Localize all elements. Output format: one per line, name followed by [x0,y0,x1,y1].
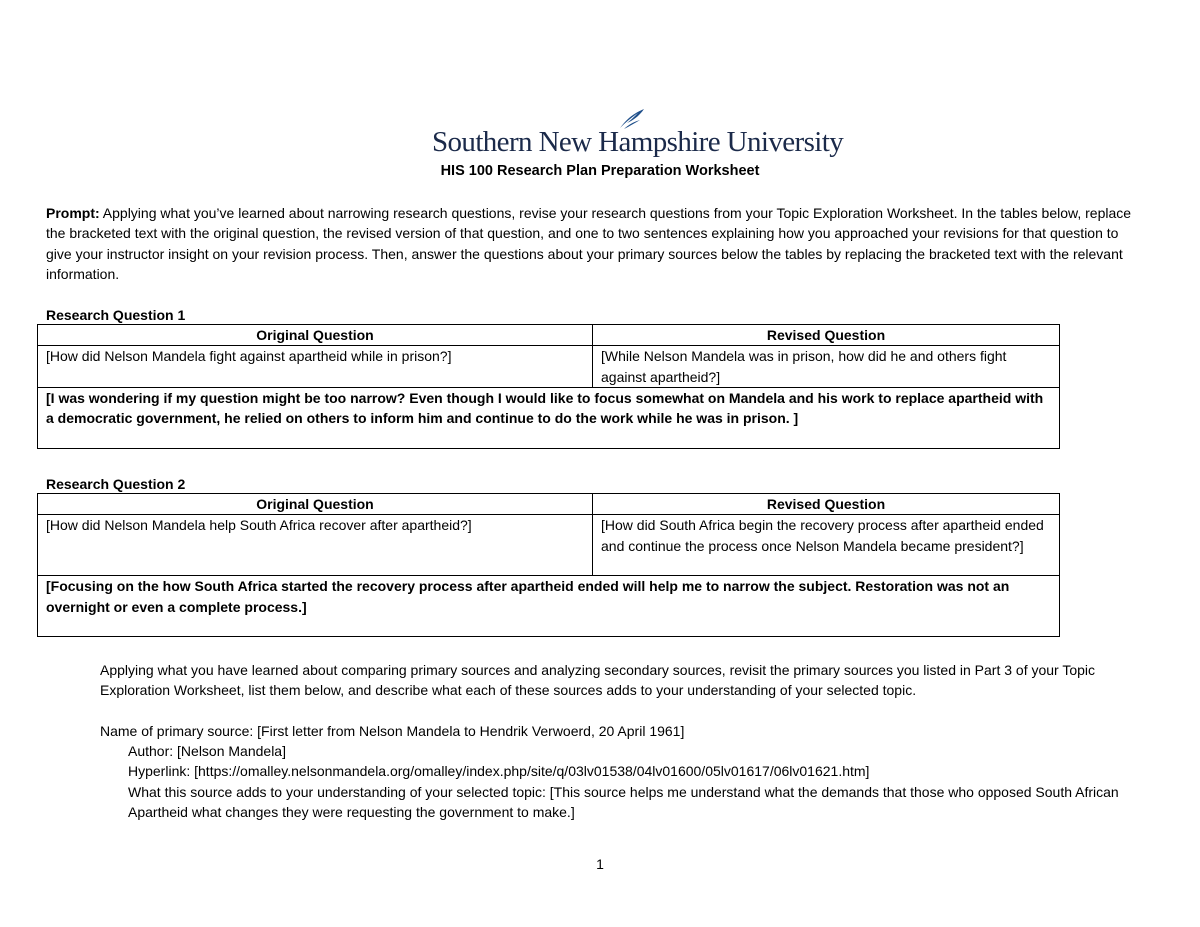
source-author[interactable]: Author: [Nelson Mandela] [128,743,286,760]
primary-sources-section [100,660,1160,822]
rq2-notes-cell[interactable]: [Focusing on the how South Africa started the recovery process after apartheid ended will help me to narrow the subject. Restoration was not an overnight or even a complete process.] [38,576,1060,637]
rq2-label: Research Question 2 [46,476,186,492]
rq2-col-original: Original Question [38,494,593,515]
rq2-col-revised: Revised Question [593,494,1060,515]
prompt-text: Applying what you’ve learned about narrowing research questions, revise your research questions from your Topic Exploration Worksheet. In the tables below, replace the bracketed text with the original question, the revised version of that question, and one to two sentences explaining how you approached your revisions for that question to give your instructor insight on your revision process. Then, answer the questions about your primary sources below the tables by replacing the bracketed text with the relevant information. [46,205,1132,282]
rq1-table [37,324,1060,449]
worksheet-title: HIS 100 Research Plan Preparation Worksheet [440,163,760,179]
prompt-label: Prompt: [46,205,100,221]
rq1-label: Research Question 1 [46,307,186,323]
university-name: Southern New Hampshire University [432,126,844,158]
rq2-table [37,493,1060,637]
rq1-original-cell[interactable]: [How did Nelson Mandela fight against apartheid while in prison?] [38,346,593,388]
rq2-original-cell[interactable]: [How did Nelson Mandela help South Africa recover after apartheid?] [38,515,593,576]
source-adds[interactable]: What this source adds to your understanding of your selected topic: [This source helps me understand what the demands that those who opposed South African Apartheid what changes they were requesting the government to make.] [128,783,1119,821]
rq1-revised-cell[interactable]: [While Nelson Mandela was in prison, how did he and others fight against apartheid?] [593,346,1060,388]
source-name[interactable]: Name of primary source: [First letter from Nelson Mandela to Hendrik Verwoerd, 20 April 1961] [100,722,685,739]
university-logo [432,108,844,160]
rq1-notes-cell[interactable]: [I was wondering if my question might be too narrow? Even though I would like to focus somewhat on Mandela and his work to replace apartheid with a democratic government, he relied on others to inform him and continue to do the work while he was in prison. ] [38,387,1060,448]
page-number: 1 [596,856,604,872]
prompt-paragraph [46,203,1136,284]
source-hyperlink[interactable]: Hyperlink: [https://omalley.nelsonmandela.org/omalley/index.php/site/q/03lv01538/04lv01600/05lv01617/06lv01621.htm] [128,763,870,780]
rq2-revised-cell[interactable]: [How did South Africa begin the recovery process after apartheid ended and continue the process once Nelson Mandela became president?] [593,515,1060,576]
rq1-col-revised: Revised Question [593,325,1060,346]
sources-intro: Applying what you have learned about comparing primary sources and analyzing secondary sources, revisit the primary sources you listed in Part 3 of your Topic Exploration Worksheet, list them below, and describe what each of these sources adds to your understanding of your selected topic. [100,662,1096,699]
rq1-col-original: Original Question [38,325,593,346]
